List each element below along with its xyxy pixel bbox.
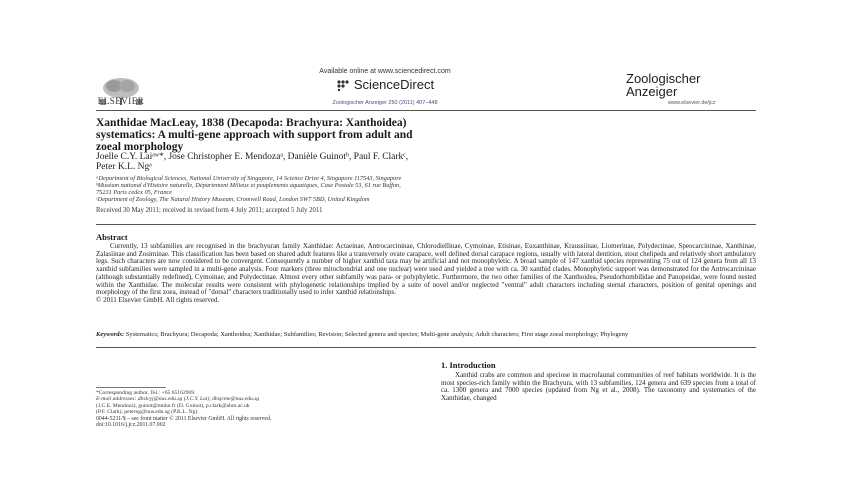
sciencedirect-logo: ScienceDirect <box>353 77 435 92</box>
introduction-paragraph: Xanthid crabs are common and speciose in macrofaunal communities of reef habitats worldwide. It is the most species-rich family within the Brachyura, with 13 subfamilies, 124 genera and 639 species from a total of ca. 1300 genera and 7000 species (updated from Ng et al., 2008). The taxonomy and systematics of the Xanthidae, changed <box>441 371 756 402</box>
keywords-list: Systematics; Brachyura; Decapoda; Xanthoidea; Xanthidae; Subfamilies; Revision; Selected genera and species; Multi-gene analysis; Adult characters; First stage zoeal morphology; Phylogeny <box>125 331 629 338</box>
issn: 0044-5231/$ – see front matter © 2011 Elsevier GmbH. All rights reserved. <box>96 416 272 422</box>
authors-line2: Peter K.L. Ngᵃ <box>96 162 152 172</box>
abstract-bottom-divider <box>96 347 756 348</box>
keywords-label: Keywords: <box>96 331 125 338</box>
introduction-heading: 1. Introduction <box>441 360 496 370</box>
journal-title-line2: Anzeiger <box>626 84 678 99</box>
email-line2: (J.C.E. Mendoza), guinot@mnhn.fr (D. Guinot), p.clark@nhm.ac.uk <box>96 402 250 409</box>
doi[interactable]: doi:10.1016/j.jcz.2011.07.002 <box>96 422 166 429</box>
available-online: Available online at www.sciencedirect.com <box>319 68 451 75</box>
sciencedirect-dots-icon <box>336 79 350 91</box>
article-title <box>96 117 696 153</box>
title-line2: systematics: A multi-gene approach with support from adult and <box>96 129 413 141</box>
keywords <box>96 331 756 338</box>
affiliation-c: ᶜDepartment of Zoology, The Natural History Museum, Cromwell Road, London SW7 5BD, United Kingdom <box>96 196 370 203</box>
issn-block <box>96 416 426 429</box>
abstract-body <box>96 243 756 305</box>
affiliation-b-cont: 75231 Paris cedex 05, France <box>96 189 173 196</box>
footnote-rule <box>96 387 166 388</box>
affiliation-b: ᵇMuséum national d'Histoire naturelle, Département Milieux et peuplements aquatiques, Case Postale 53, 61 rue Buffon, <box>96 182 401 189</box>
footnotes <box>96 390 416 415</box>
journal-title-line1: Zoologischer <box>626 71 701 86</box>
journal-title <box>626 72 754 102</box>
center-header <box>250 68 520 106</box>
abstract-heading: Abstract <box>96 232 128 242</box>
title-line1: Xanthidae MacLeay, 1838 (Decapoda: Brachyura: Xanthoidea) <box>96 117 407 129</box>
journal-url: www.elsevier.de/jcz <box>668 100 716 106</box>
email-line3: (P.F. Clark), peterng@nus.edu.sg (P.K.L. Ng). <box>96 408 199 415</box>
publisher-name: ELSEVIER <box>97 96 145 106</box>
sciencedirect-row <box>250 77 520 92</box>
authors-line1: Joelle C.Y. Laiᵃʷ*, Jose Christopher E. Mendozaᵃ, Danièle Guinotᵇ, Paul F. Clarkᶜ, <box>96 152 409 162</box>
abstract-top-divider <box>96 224 756 225</box>
title-line3: zoeal morphology <box>96 141 184 153</box>
elsevier-tree-logo <box>96 70 146 114</box>
article-dates: Received 30 May 2011; received in revised form 4 July 2011; accepted 5 July 2011 <box>96 207 323 214</box>
email-line1: E-mail addresses: dbslcyj@nus.edu.sg (J.C.Y. Lai), dbsjcme@nus.edu.sg <box>96 396 260 403</box>
authors <box>96 152 696 172</box>
introduction-body <box>441 372 756 402</box>
abstract-copyright: © 2011 Elsevier GmbH. All rights reserved. <box>96 295 220 304</box>
abstract-paragraph: Currently, 13 subfamilies are recognised in the brachyuran family Xanthidae: Actaeinae, Antrocarcininae, Chlorodiellinae, Cymoinae, Etisinae, Euxanthinae, Kraussiinae, Liomerinae, Polydectinae, Speocarcininae, Xanthinae, Zalasiinae and Zosiminae. This classification has been based on shared adult features like a transversely ovate carapace, well defined dorsal carapace regions, usually with lateral dentition, stout chelipeds and relatively short ambulatory legs. Such characters are now considered to be convergent. Consequently a number of higher xanthid taxa may be artificial and not monophyletic. A broad sample of 147 xanthid species representing 75 out of 124 genera from all 13 xanthid subfamilies were sampled in a multi-gene analysis. Four markers (three mitochondrial and one nuclear) were used and yielded a tree with ca. 30 xanthid clades. Monophyletic support was demonstrated for the Antrocarcininae (although substantially redefined), Cymoinae, and Polydectinae. Almost every other subfamily was para- or polyphyletic. Furthermore, the two other families of the Xanthoidea, Pseudorhombilidae and Panopeidae, were found nested within the Xanthidae. The molecular results were consistent with phylogenetic relationships implied by a suite of novel and/or neglected "ventral" adult characters including sternal characters, position of genital openings and morphology of the first zoea, instead of "dorsal" characters traditionally used to infer xanthid relationships. <box>96 242 756 297</box>
journal-reference: Zoologischer Anzeiger 250 (2011) 407–448 <box>332 100 438 106</box>
header-divider <box>96 110 756 111</box>
corresponding-author: *Corresponding author. Tel.: +65 65162969. <box>96 390 196 396</box>
affiliation-a: ᵃDepartment of Biological Sciences, National University of Singapore, 14 Science Drive 4, Singapore 117543, Singapore <box>96 175 402 182</box>
affiliations <box>96 175 716 203</box>
